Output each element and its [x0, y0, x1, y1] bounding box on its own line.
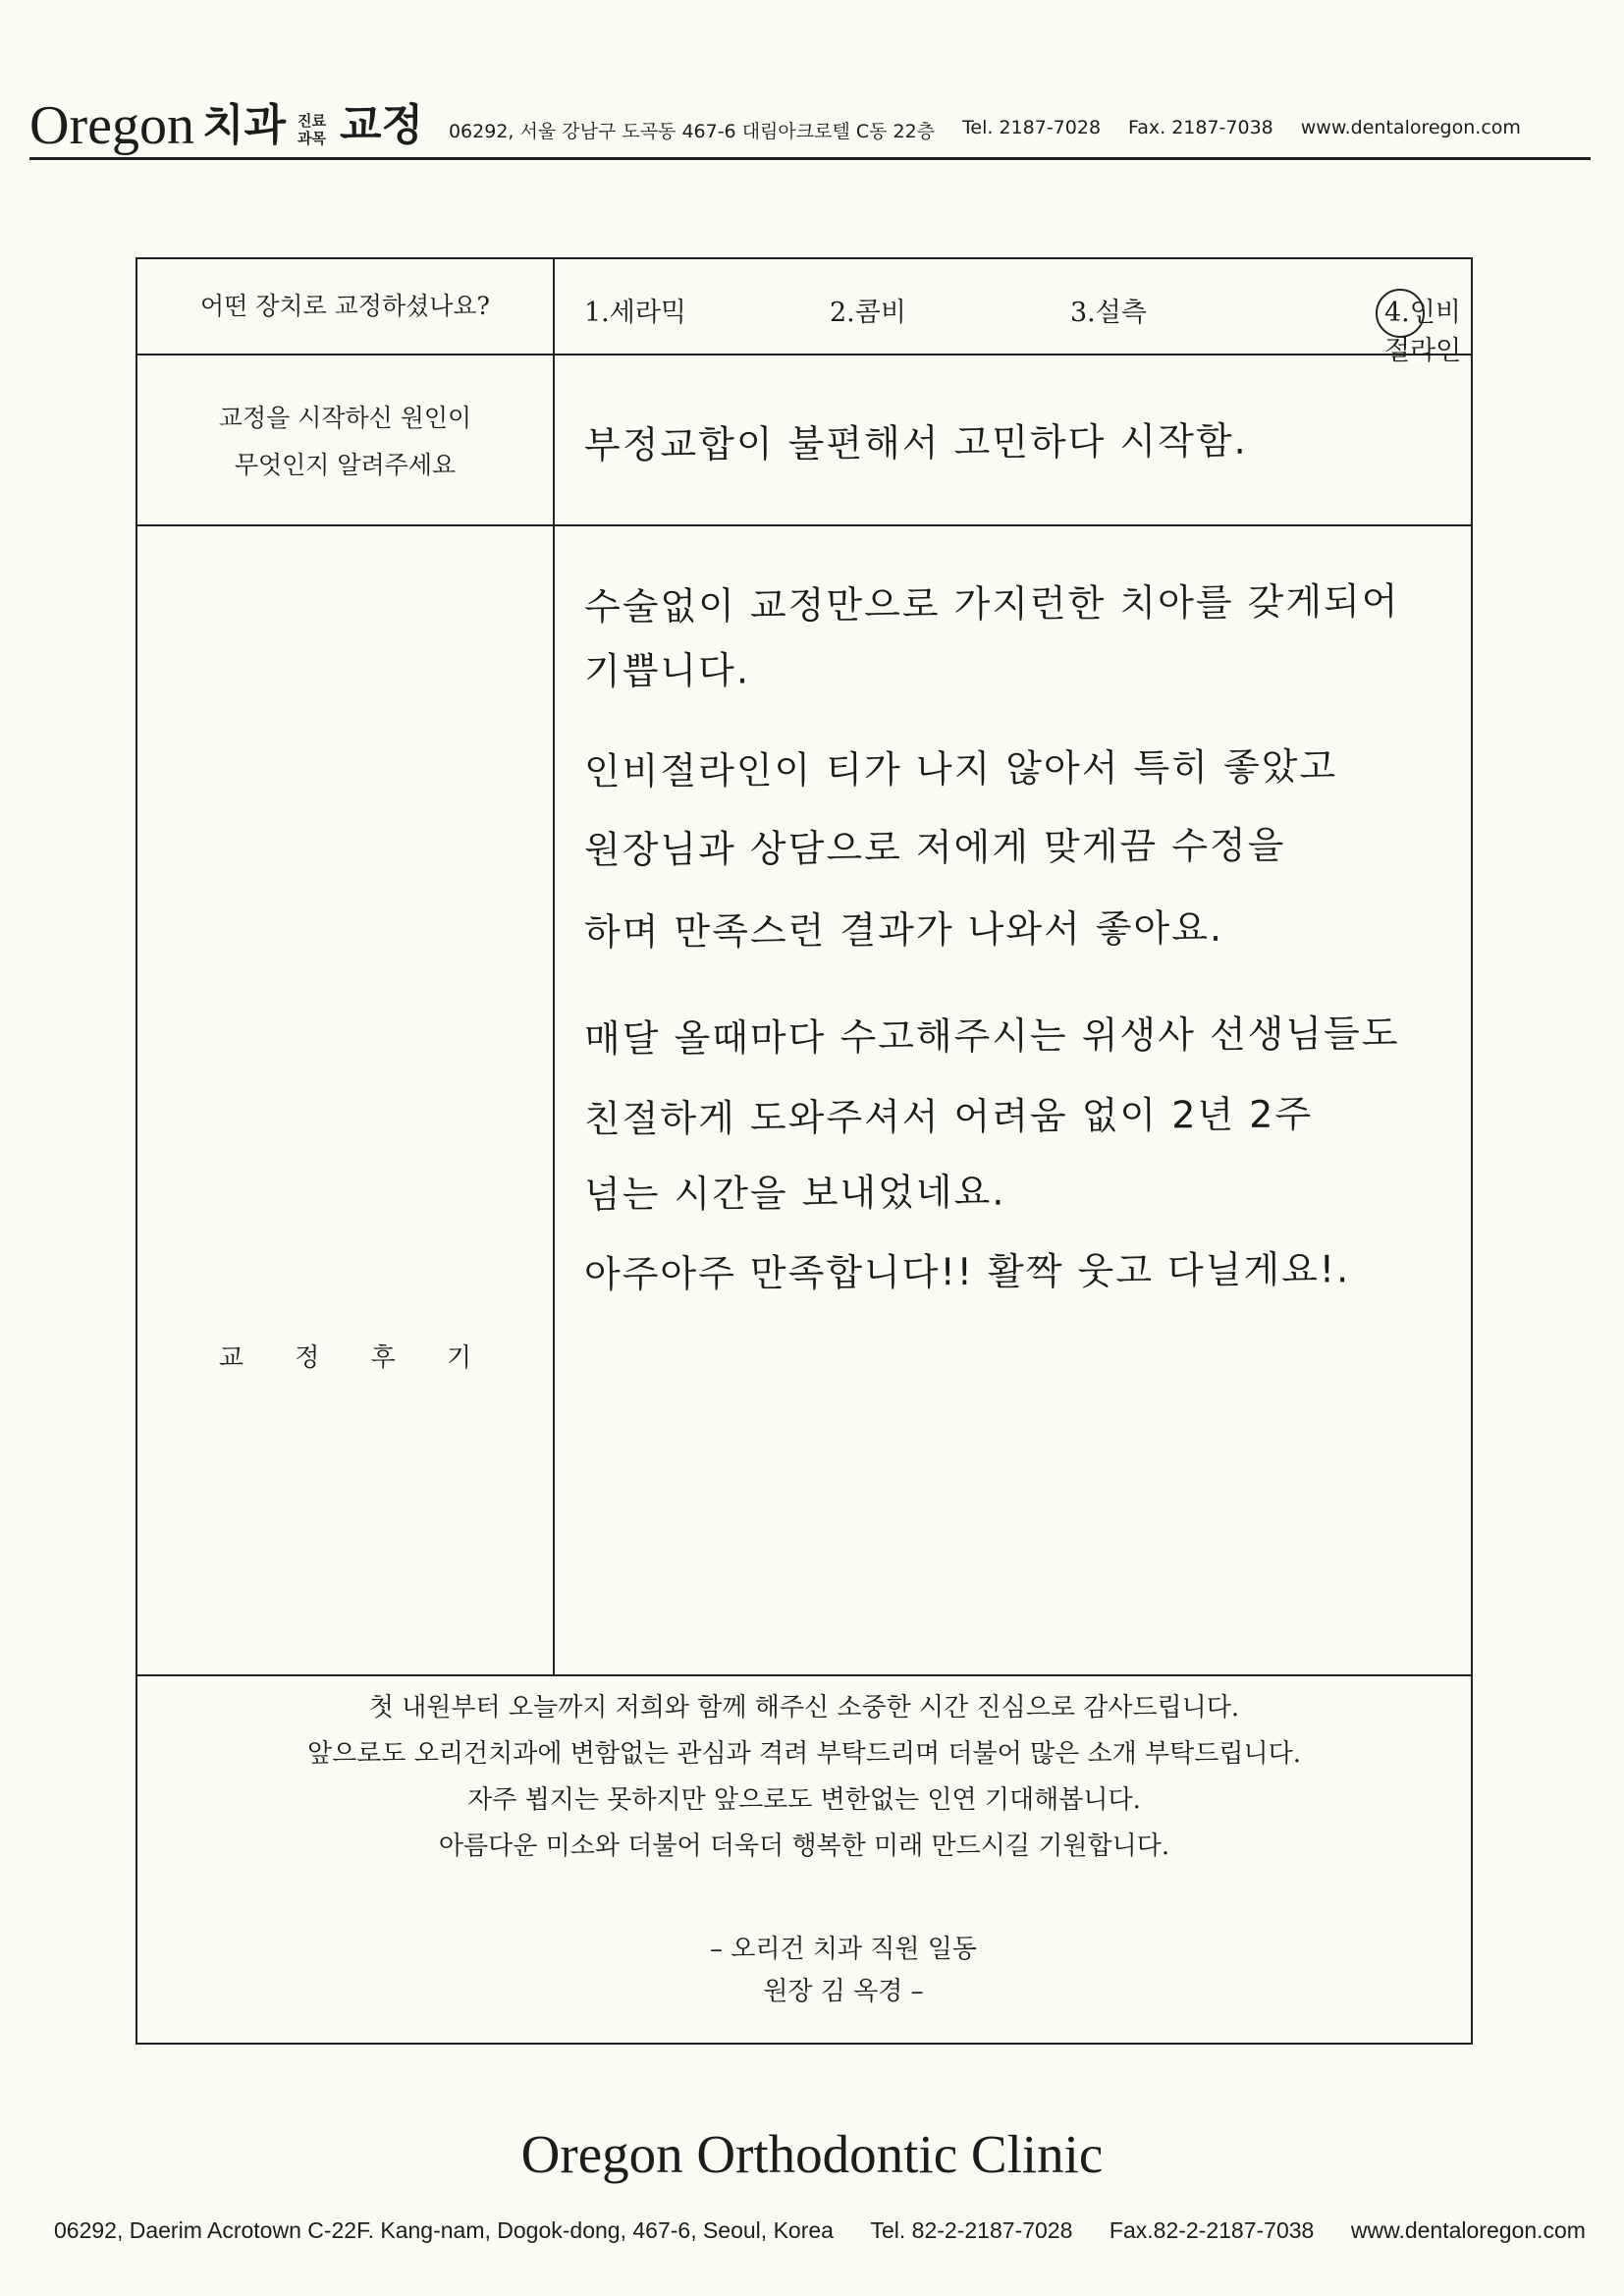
letterhead [29, 77, 1591, 160]
thank-you-message [137, 1685, 1471, 1870]
staff-signature: – 오리건 치과 직원 일동 [709, 1935, 978, 1964]
review-line: 하며 만족스런 결과가 나와서 좋아요. [583, 905, 1224, 955]
department-name: 교정 [339, 100, 423, 150]
review-line: 넘는 시간을 보내었네요. [583, 1170, 1006, 1217]
review-label: 교 정 후 기 [218, 1343, 472, 1373]
header-contact [449, 117, 1521, 143]
review-line: 매달 올때마다 수고해주시는 위생사 선생님들도 [583, 1011, 1400, 1061]
row-divider [137, 1674, 1471, 1676]
header-website: www.dentaloregon.com [1300, 117, 1521, 138]
option-invisalign: 4.인비절라인 [1384, 298, 1462, 366]
reason-question-line2: 무엇인지 알려주세요 [234, 451, 457, 479]
appliance-options [555, 259, 1473, 366]
option-lingual: 3.설측 [1070, 298, 1147, 328]
department-caption [298, 112, 326, 147]
thank-you-line: 앞으로도 오리건치과에 변함없는 관심과 격려 부탁드리며 더불어 많은 소개 부탁드립니다. [307, 1739, 1301, 1769]
appliance-question: 어떤 장치로 교정하셨나요? [200, 292, 490, 320]
review-line: 친절하게 도와주셔서 어려움 없이 2년 2주 [583, 1092, 1314, 1141]
thank-you-line: 자주 뵙지는 못하지만 앞으로도 변한없는 인연 기대해봅니다. [467, 1785, 1141, 1815]
thank-you-line: 첫 내원부터 오늘까지 저희와 함께 해주신 소중한 시간 진심으로 감사드립니다. [368, 1693, 1240, 1722]
header-fax: Fax. 2187-7038 [1128, 117, 1273, 138]
row-divider [137, 524, 1471, 526]
option-ceramic: 1.세라믹 [584, 298, 687, 328]
header-address: 06292, 서울 강남구 도곡동 467-6 대림아크로텔 C동 22층 [448, 121, 936, 142]
review-line: 원장님과 상담으로 저에게 맞게끔 수정을 [583, 823, 1286, 872]
footer-address: 06292, Daerim Acrotown C-22F. Kang-nam, Dogok-dong, 467-6, Seoul, Korea [54, 2217, 834, 2243]
footer-contact [54, 2217, 1586, 2244]
brand-name-korean: 치과 [201, 100, 286, 150]
department-caption-line2: 과목 [297, 130, 326, 147]
column-divider [553, 259, 555, 1674]
department-caption-line1: 진료 [297, 112, 326, 130]
review-line: 아주아주 만족합니다!! 활짝 웃고 다닐게요!. [583, 1247, 1351, 1296]
footer-fax: Fax.82-2-2187-7038 [1109, 2217, 1315, 2243]
review-line: 수술없이 교정만으로 가지런한 치아를 갖게되어 [583, 579, 1400, 629]
reason-answer-handwritten: 부정교합이 불편해서 고민하다 시작함. [583, 418, 1248, 467]
reason-question-line1: 교정을 시작하신 원인이 [218, 404, 472, 432]
footer-website: www.dentaloregon.com [1350, 2217, 1586, 2243]
review-line: 인비절라인이 티가 나지 않아서 특히 좋았고 [583, 744, 1338, 793]
clinic-title: Oregon Orthodontic Clinic [520, 2124, 1104, 2184]
option-combi: 2.콤비 [830, 298, 906, 328]
thank-you-line: 아름다운 미소와 더불어 더욱더 행복한 미래 만드시길 기원합니다. [438, 1831, 1170, 1861]
footer-tel: Tel. 82-2-2187-7028 [870, 2217, 1073, 2243]
header-tel: Tel. 2187-7028 [962, 117, 1102, 138]
row-divider [137, 354, 1471, 355]
review-form [135, 257, 1473, 2045]
brand-name: Oregon [29, 95, 194, 156]
review-line: 기쁩니다. [583, 648, 751, 693]
director-signature: 원장 김 옥경 – [763, 1977, 924, 2006]
